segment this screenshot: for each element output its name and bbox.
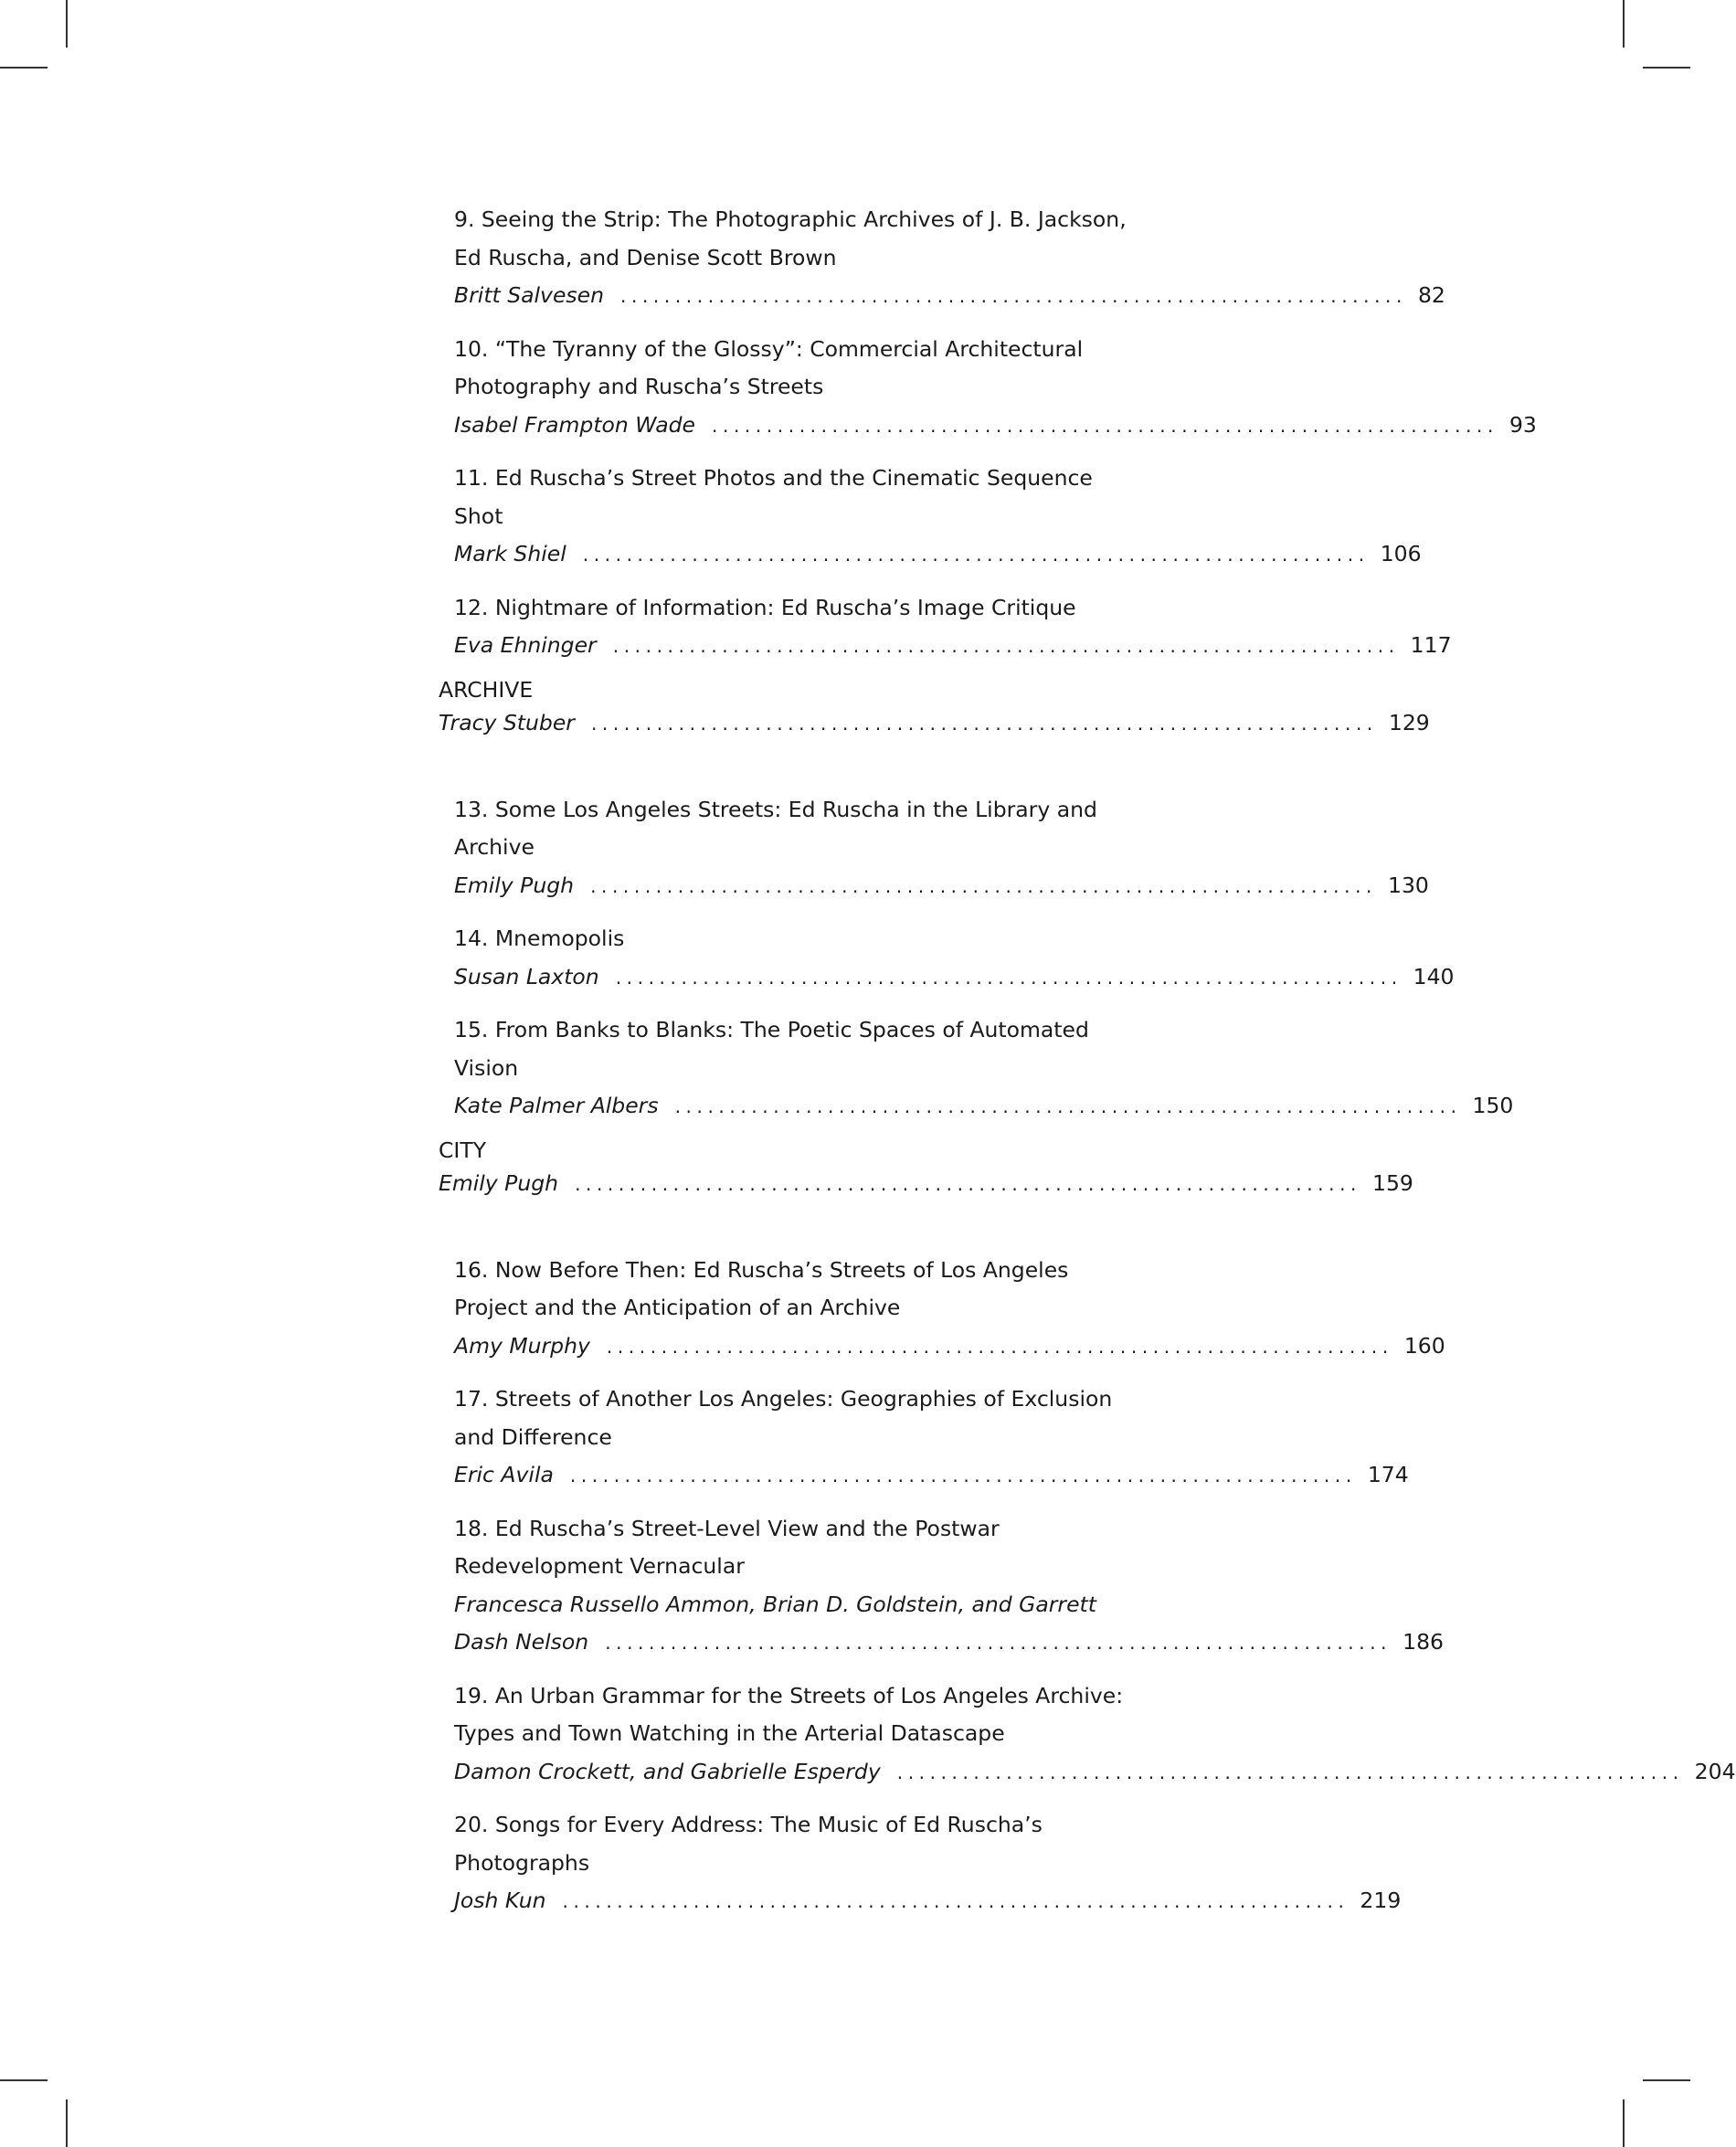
page-number: 150	[1472, 1093, 1514, 1118]
chapter-author: Josh Kun	[454, 1888, 546, 1913]
chapter-author: Dash Nelson	[454, 1629, 589, 1655]
chapter-title-line: Ed Ruscha, and Denise Scott Brown	[454, 244, 837, 270]
dot-leader: ........................................................................	[569, 1465, 1357, 1486]
chapter-title-line: Types and Town Watching in the Arterial Datascape	[454, 1720, 1005, 1746]
page-number: 129	[1388, 709, 1430, 735]
chapter-title-line: 14. Mnemopolis	[454, 925, 625, 951]
chapter-author: Mark Shiel	[454, 541, 566, 566]
toc-entry-19	[454, 1677, 1736, 1793]
page-number: 219	[1360, 1888, 1402, 1913]
page-number: 130	[1388, 872, 1429, 898]
chapter-title-line: 12. Nightmare of Information: Ed Ruscha’s Image Critique	[454, 594, 1076, 620]
chapter-author: Eric Avila	[454, 1462, 554, 1487]
chapter-author: Emily Pugh	[454, 872, 575, 898]
chapter-author: Damon Crockett, and Gabrielle Esperdy	[454, 1758, 881, 1784]
dot-leader: ........................................................................	[562, 1890, 1350, 1912]
crop-mark-bottom-right-vertical	[1623, 2099, 1625, 2147]
crop-mark-bottom-left-vertical	[66, 2099, 68, 2147]
dot-leader: ........................................................................	[590, 874, 1377, 897]
chapter-title-line: Vision	[454, 1054, 519, 1081]
chapter-title-line: 19. An Urban Grammar for the Streets of Los Angeles Archive:	[454, 1682, 1124, 1708]
chapter-title-line: Project and the Anticipation of an Archive	[454, 1295, 901, 1320]
page-number: 117	[1410, 632, 1452, 658]
chapter-title-line: 13. Some Los Angeles Streets: Ed Ruscha in the Library and	[454, 796, 1097, 822]
part-archive	[439, 673, 1430, 740]
page-number: 82	[1417, 282, 1445, 308]
chapter-title-line: Archive	[454, 834, 535, 860]
chapter-author: Susan Laxton	[454, 963, 599, 989]
dot-leader: ........................................................................	[712, 414, 1498, 437]
chapter-title-line: 18. Ed Ruscha’s Street-Level View and the Postwar	[454, 1515, 1000, 1541]
chapter-author-line: Francesca Russello Ammon, Brian D. Goldstein, and Garrett	[454, 1591, 1096, 1617]
chapter-title-line: 17. Streets of Another Los Angeles: Geographies of Exclusion	[454, 1386, 1113, 1412]
toc-entry-13	[454, 791, 1429, 906]
chapter-author: Isabel Frampton Wade	[454, 411, 696, 438]
page-number: 160	[1403, 1332, 1445, 1359]
page-number: 186	[1403, 1629, 1444, 1655]
chapter-author: Britt Salvesen	[454, 282, 605, 308]
page-number: 93	[1508, 411, 1537, 438]
dot-leader: ........................................................................	[606, 1335, 1393, 1358]
part-heading: CITY	[439, 1137, 487, 1163]
chapter-title-line: and Difference	[454, 1423, 612, 1450]
page-number: 140	[1413, 963, 1455, 989]
part-author: Tracy Stuber	[439, 709, 575, 735]
chapter-title-line: Photographs	[454, 1849, 590, 1876]
toc-entry-16	[454, 1252, 1445, 1367]
toc-entry-14	[454, 920, 1455, 997]
part-heading: ARCHIVE	[439, 676, 534, 703]
toc-entry-9	[454, 201, 1445, 316]
chapter-title-line: 15. From Banks to Blanks: The Poetic Spaces of Automated	[454, 1017, 1089, 1042]
chapter-title-line: 9. Seeing the Strip: The Photographic Archives of J. B. Jackson,	[454, 206, 1127, 232]
dot-leader: ........................................................................	[605, 1632, 1392, 1654]
page-number: 106	[1380, 541, 1422, 566]
chapter-author: Amy Murphy	[454, 1332, 590, 1359]
chapter-title-line: Redevelopment Vernacular	[454, 1553, 745, 1579]
part-city	[439, 1134, 1413, 1200]
chapter-title-line: 20. Songs for Every Address: The Music of Ed Ruscha’s	[454, 1812, 1043, 1837]
dot-leader: ........................................................................	[575, 1172, 1361, 1195]
crop-mark-top-left-horizontal	[0, 67, 48, 69]
chapter-title-line: Photography and Ruscha’s Streets	[454, 374, 824, 399]
toc-entry-18	[454, 1510, 1444, 1663]
toc-entry-20	[454, 1806, 1402, 1921]
crop-mark-bottom-right-horizontal	[1643, 2079, 1690, 2081]
crop-mark-top-left-vertical	[66, 0, 68, 48]
dot-leader: ........................................................................	[612, 635, 1400, 657]
dot-leader: ........................................................................	[615, 966, 1403, 989]
dot-leader: ........................................................................	[582, 544, 1370, 566]
dot-leader: ........................................................................	[620, 285, 1407, 307]
crop-mark-bottom-left-horizontal	[0, 2079, 48, 2081]
toc-entry-15	[454, 1011, 1514, 1126]
dot-leader: ........................................................................	[896, 1761, 1684, 1783]
part-author: Emily Pugh	[439, 1169, 559, 1196]
dot-leader: ........................................................................	[590, 712, 1378, 735]
chapter-author: Eva Ehninger	[454, 632, 597, 658]
chapter-title-line: 11. Ed Ruscha’s Street Photos and the Cinematic Sequence	[454, 465, 1093, 491]
table-of-contents	[439, 201, 1736, 1936]
toc-entry-12	[454, 589, 1452, 666]
page-number: 204	[1694, 1758, 1736, 1784]
crop-mark-top-right-vertical	[1623, 0, 1625, 48]
toc-entry-11	[454, 460, 1422, 575]
toc-entry-17	[454, 1380, 1409, 1496]
chapter-author: Kate Palmer Albers	[454, 1093, 659, 1118]
dot-leader: ........................................................................	[674, 1095, 1462, 1117]
page-number: 174	[1367, 1462, 1409, 1487]
page-number: 159	[1372, 1169, 1413, 1196]
chapter-title-line: Shot	[454, 502, 503, 529]
crop-mark-top-right-horizontal	[1643, 67, 1690, 69]
toc-entry-10	[454, 331, 1537, 446]
chapter-title-line: 10. “The Tyranny of the Glossy”: Commercial Architectural	[454, 335, 1084, 362]
chapter-title-line: 16. Now Before Then: Ed Ruscha’s Streets of Los Angeles	[454, 1256, 1069, 1283]
